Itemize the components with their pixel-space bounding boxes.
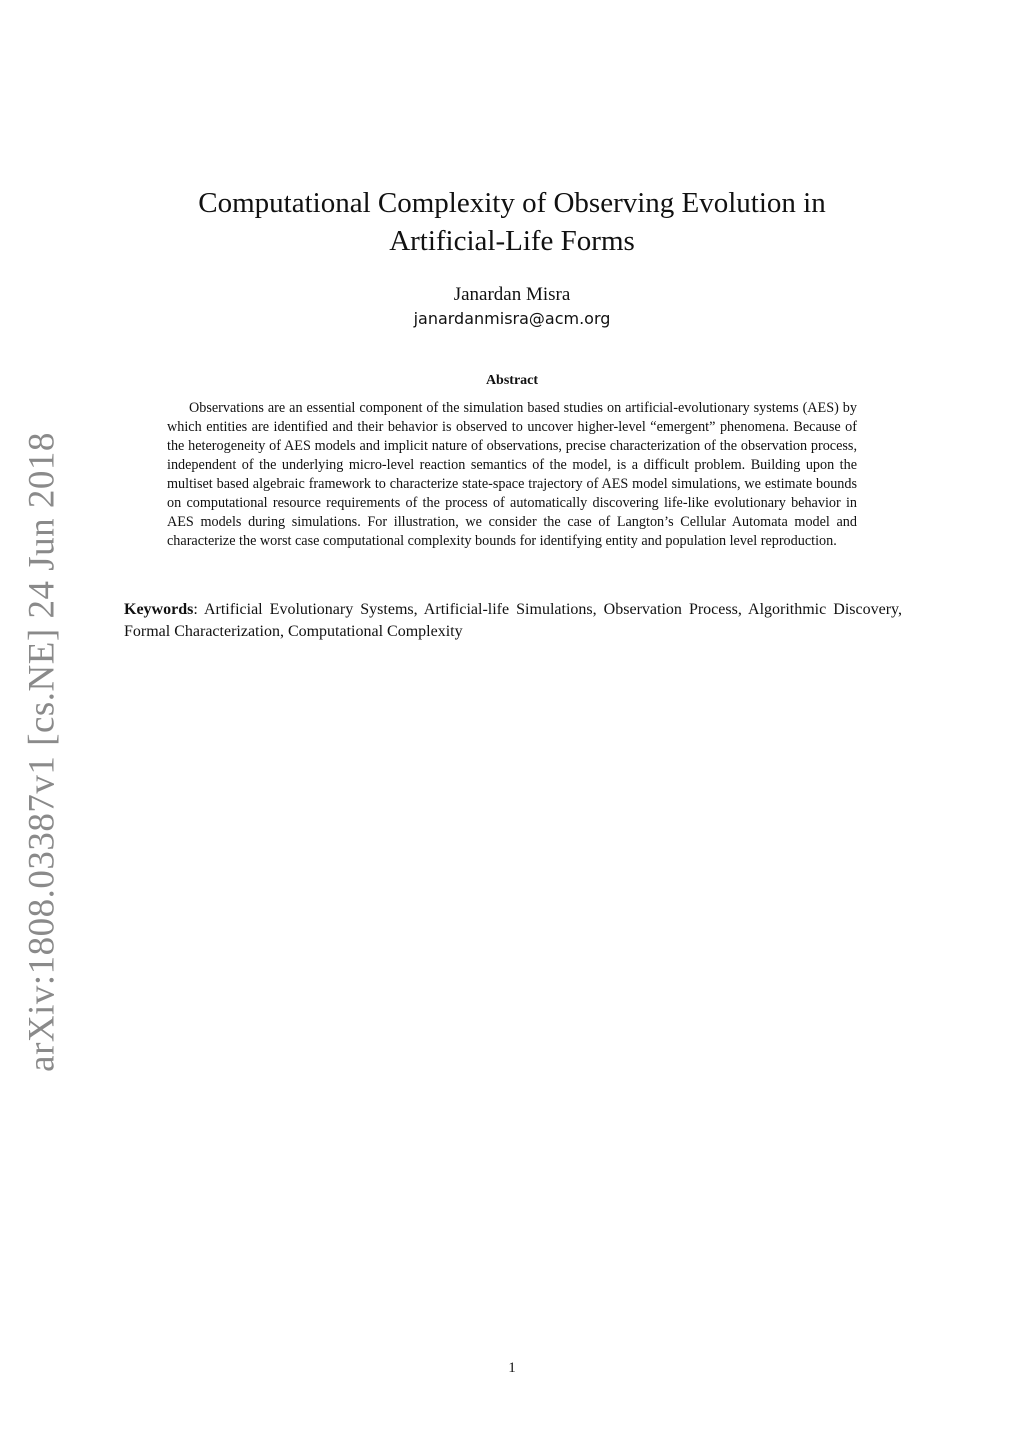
keywords-text: Artificial Evolutionary Systems, Artificial-life Simulations, Observation Process, Algorithmic Discovery, Formal Characterization, Computational Complexity [124,601,903,640]
abstract-text: Observations are an essential component of the simulation based studies on artificial-evolutionary systems (AES) by which entities are identified and their behavior is observed to uncover higher-level “emergent” phenomena. Because of the heterogeneity of AES models and implicit nature of observations, precise characterization of the observation process, independent of the underlying micro-level reaction semantics of the model, is a difficult problem. Building upon the multiset based algebraic framework to characterize state-space trajectory of AES model simulations, we estimate bounds on computational resource requirements of the process of automatically discovering life-like evolutionary behavior in AES models during simulations. For illustration, we consider the case of Langton’s Cellular Automata model and characterize the worst case computational complexity bounds for identifying entity and population level reproduction. [167,400,857,549]
arxiv-identifier: arXiv:1808.03387v1 [cs.NE] 24 Jun 2018 [21,432,63,1072]
keywords-label: Keywords [124,601,194,618]
page-number: 1 [508,1360,516,1376]
keywords-section: Keywords: Artificial Evolutionary Systems, Artificial-life Simulations, Observation Process, Algorithmic Discovery, Formal Characterization, Computational Complexity [124,601,903,640]
abstract-heading: Abstract [485,373,539,388]
author-name: Janardan Misra [453,284,571,305]
author-email: janardanmisra@acm.org [413,309,611,328]
paper-title: Computational Complexity of Observing Evolution in Artificial-Life Forms [198,187,826,257]
